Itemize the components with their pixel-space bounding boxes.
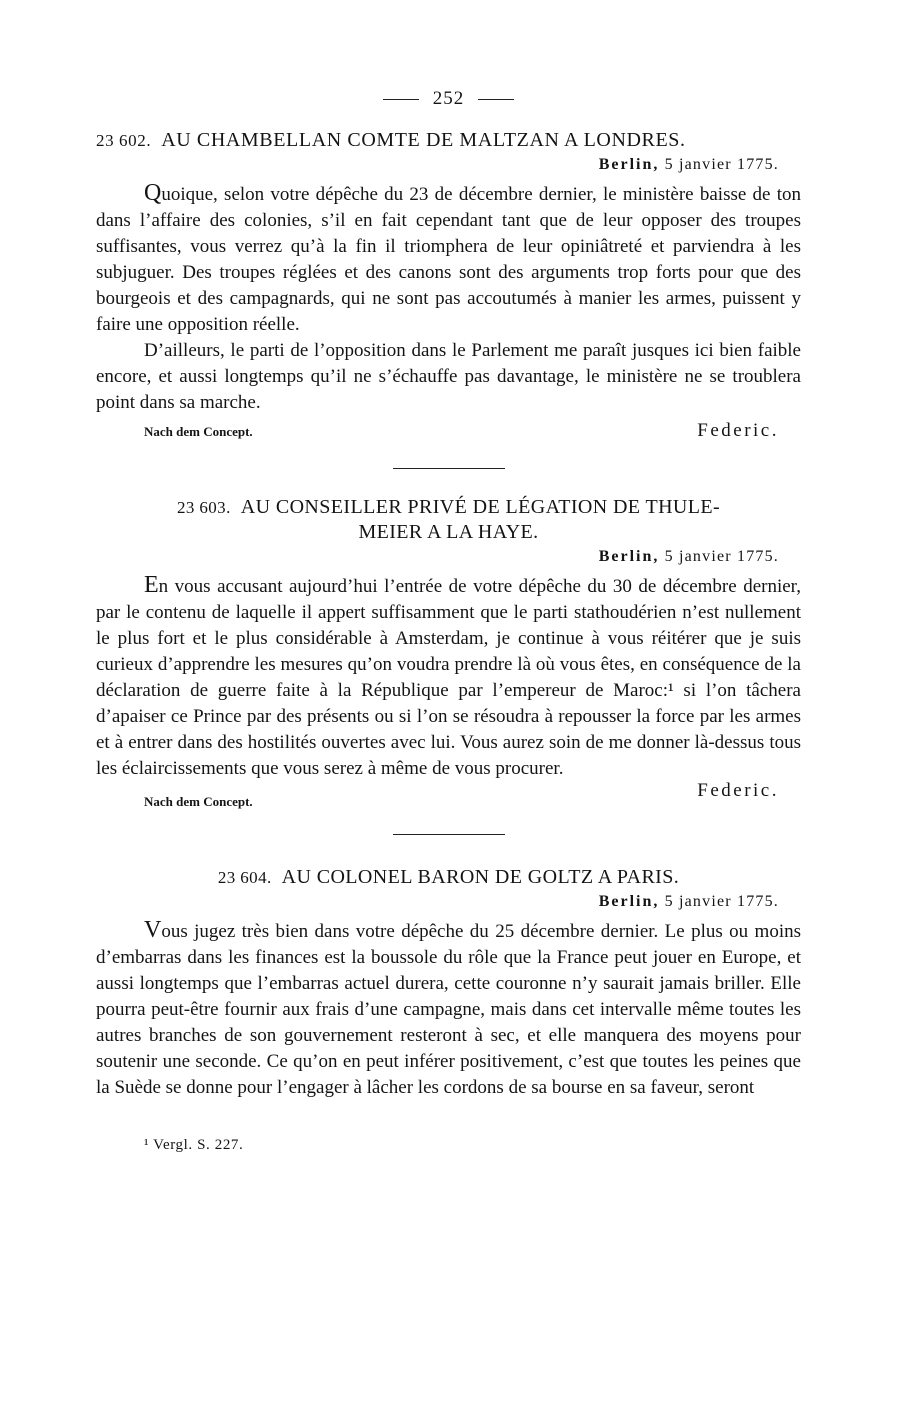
letter-heading: [96, 495, 801, 520]
paragraph-text: uoique, selon votre dépêche du 23 de décembre dernier, le ministère baisse de ton dans l’affaire des colonies, s’il en fait cependant tant que de leur opposer des troupes suffisantes, vous verrez qu’à la fin il triomphera de leur opiniâtreté et parviendra à les subjuguer. Des troupes réglées et des canons sont des arguments trop forts pour que des bourgeois et des campagnards, qui ne sont pas accoutumés à manier les armes, puissent y faire une opposition réelle.: [96, 184, 801, 335]
dateline-date: 5 janvier 1775.: [664, 156, 779, 173]
letter-number: 23 603.: [176, 498, 231, 517]
signature: Federic.: [697, 420, 779, 441]
letter-title: AU COLONEL BARON DE GOLTZ A PARIS.: [281, 866, 680, 888]
initial-letter: V: [144, 917, 162, 943]
paragraph: [96, 180, 801, 338]
paragraph: [96, 917, 801, 1101]
letter-heading-continued: [96, 520, 801, 545]
letter-23603: [96, 495, 801, 814]
page-number: 252: [432, 88, 465, 109]
letter-heading: [96, 128, 801, 153]
dateline-place: Berlin,: [598, 893, 660, 910]
paragraph: [96, 338, 801, 416]
signature: Federic.: [697, 780, 779, 801]
book-page: [96, 88, 801, 1154]
footnote: ¹ Vergl. S. 227.: [144, 1137, 244, 1153]
source-note: Nach dem Concept.: [144, 794, 253, 809]
paragraph-text: ous jugez très bien dans votre dépêche du 25 décembre dernier. Le plus ou moins d’embarras dans les finances est la boussole du rôle que la France peut jouer en Europe, et aussi longtemps que l’embarras actuel durera, cette couronne n’y saurait jamais briller. Elle pourra peut-être fournir aux frais d’une campagne, mais dans cet intervalle même toutes les autres branches de son gouvernement resteront à sec, et elle manquera des moyens pour soutenir une seconde. Ce qu’on en peut inférer positivement, c’est que toutes les peines que la Suède se donne pour l’engager à lâcher les cordons de sa bourse en sa faveur, seront: [96, 921, 801, 1098]
dateline-place: Berlin,: [598, 156, 660, 173]
source-note: Nach dem Concept.: [144, 424, 253, 439]
paragraph-text: n vous accusant aujourd’hui l’entrée de votre dépêche du 30 de décembre dernier, par le contenu de laquelle il appert suffisamment que le parti stathoudérien n’est nullement le plus fort et le plus considérable à Amsterdam, je continue à vous réitérer que je suis curieux d’apprendre les mesures qu’on voudra prendre là où vous êtes, en conséquence de la déclaration de guerre faite à la République par l’empereur de Maroc:¹ si l’on tâchera d’apaiser ce Prince par des présents ou si l’on se résoudra à repousser la force par les armes et à entrer dans des hostilités ouvertes avec lui. Vous aurez soin de me donner là-dessus tous les éclaircissements que vous serez à même de vous procurer.: [96, 576, 801, 779]
letter-title: AU CHAMBELLAN COMTE DE MALTZAN A LONDRES.: [161, 129, 686, 151]
section-divider: [393, 468, 505, 469]
dateline: [96, 156, 801, 174]
section-divider: [393, 834, 505, 835]
dateline: [96, 893, 801, 911]
letter-23604: [96, 865, 801, 1101]
initial-letter: Q: [144, 180, 162, 206]
paragraph-text: D’ailleurs, le parti de l’opposition dans le Parlement me paraît jusques ici bien faible encore, et aussi longtemps qu’il ne s’échauffe pas davantage, le ministère ne se troublera point dans sa marche.: [96, 340, 801, 413]
letter-title-line2: MEIER A LA HAYE.: [358, 521, 539, 543]
paragraph: [96, 572, 801, 782]
dash-left: [383, 99, 419, 100]
initial-letter: E: [144, 572, 159, 598]
running-head: [96, 88, 801, 110]
letter-title: AU CONSEILLER PRIVÉ DE LÉGATION DE THULE-: [240, 496, 721, 518]
letter-heading: [96, 865, 801, 890]
letter-number: 23 602.: [96, 131, 152, 150]
dash-right: [478, 99, 514, 100]
dateline-date: 5 janvier 1775.: [664, 548, 779, 565]
dateline-place: Berlin,: [598, 548, 660, 565]
signature-row: [96, 420, 801, 446]
dateline-date: 5 janvier 1775.: [664, 893, 779, 910]
letter-number: 23 604.: [217, 868, 272, 887]
signature-row: [96, 780, 801, 814]
dateline: [96, 548, 801, 566]
letter-23602: [96, 128, 801, 446]
